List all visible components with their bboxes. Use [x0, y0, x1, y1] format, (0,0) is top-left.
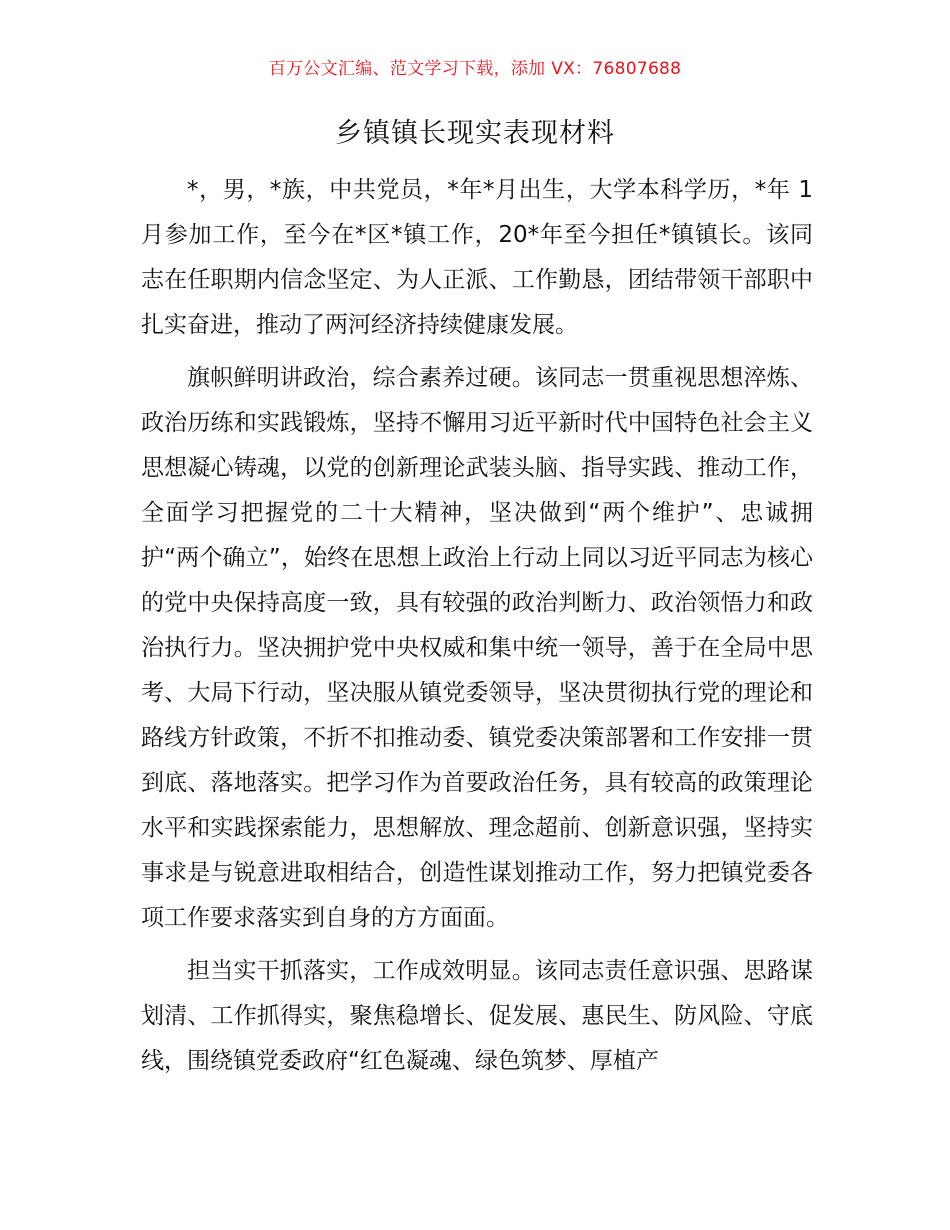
watermark-header: 百万公文汇编、范文学习下载，添加 VX：76807688 — [268, 59, 682, 79]
paragraph-intro: *，男，*族，中共党员，*年*月出生，大学本科学历，*年 1 月参加工作，至今在*区*镇工作，20*年至今担任*镇镇长。该同志在任职期内信念坚定、为人正派、工作勤恳，团结带领干部职中扎实奋进，推动了两河经济持续健康发展。 — [141, 177, 813, 338]
paragraph-politics: 旗帜鲜明讲政治，综合素养过硬。该同志一贯重视思想淬炼、政治历练和实践锻炼，坚持不懈用习近平新时代中国特色社会主义思想凝心铸魂，以党的创新理论武装头脑、指导实践、推动工作，全面学习把握党的二十大精神，坚决做到“两个维护”、忠诚拥护“两个确立”，始终在思想上政治上行动上同以习近平同志为核心的党中央保持高度一致，具有较强的政治判断力、政治领悟力和政治执行力。坚决拥护党中央权威和集中统一领导，善于在全局中思考、大局下行动，坚决服从镇党委领导，坚决贯彻执行党的理论和路线方针政策，不折不扣推动委、镇党委决策部署和工作安排一贯到底、落地落实。把学习作为首要政治任务，具有较高的政策理论水平和实践探索能力，思想解放、理念超前、创新意识强，坚持实事求是与锐意进取相结合，创造性谋划推动工作，努力把镇党委各项工作要求落实到自身的方方面面。 — [141, 365, 813, 931]
document-body — [141, 168, 813, 1092]
document-title: 乡镇镇长现实表现材料 — [335, 118, 615, 149]
paragraph-work: 担当实干抓落实，工作成效明显。该同志责任意识强、思路谋划清、工作抓得实，聚焦稳增长、促发展、惠民生、防风险、守底线，围绕镇党委政府“红色凝魂、绿色筑梦、厚植产 — [141, 958, 813, 1074]
